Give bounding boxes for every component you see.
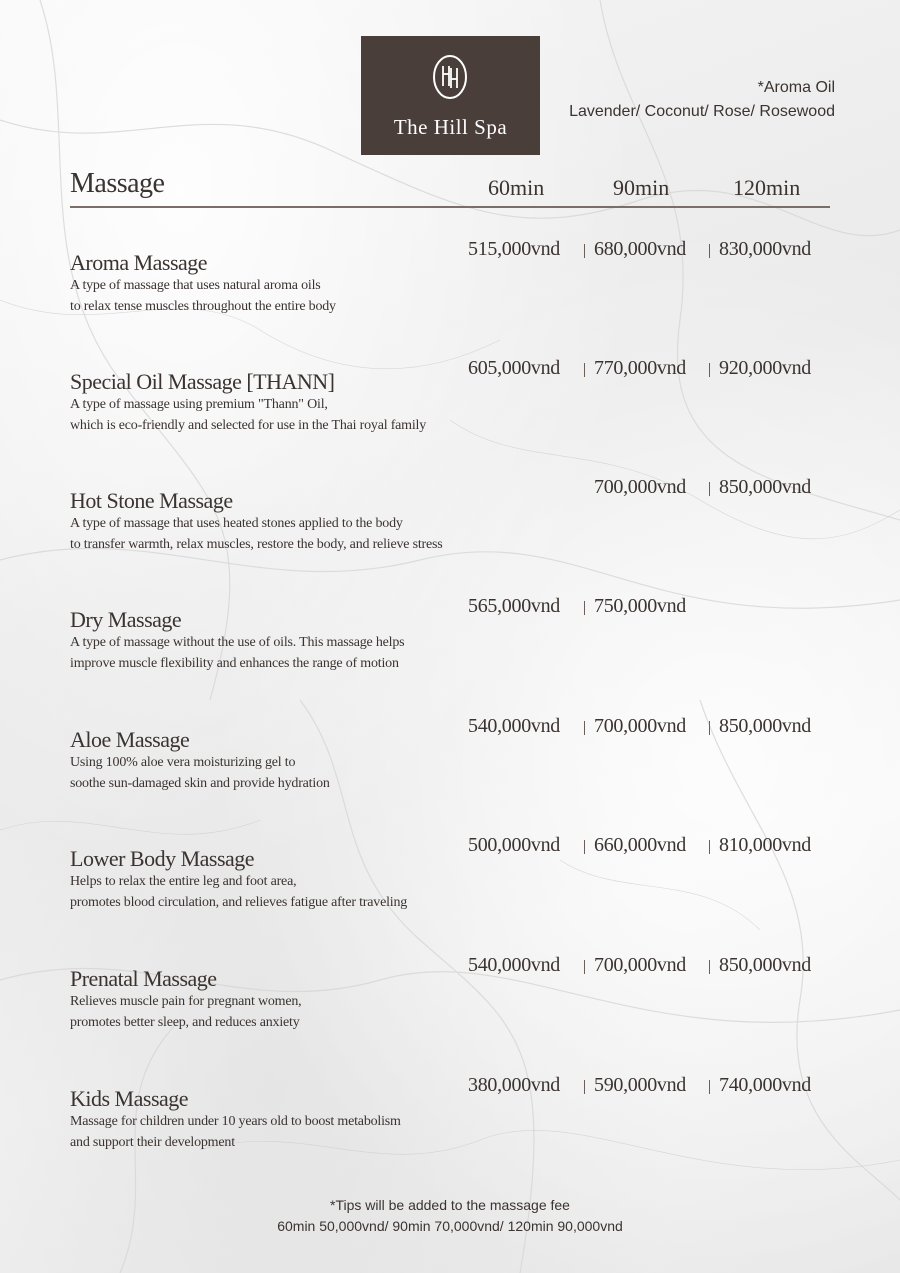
price-separator [709,840,710,854]
price-60min: 515,000vnd [468,238,561,260]
item-description [70,513,442,555]
item-description [70,394,426,436]
price-90min: 770,000vnd [594,357,687,379]
price-120min: 850,000vnd [719,954,812,976]
tips-note: *Tips will be added to the massage fee [330,1197,570,1213]
hh-monogram-icon [432,54,468,100]
spa-logo [361,36,540,155]
menu-item-lower-body-massage [70,834,830,936]
item-title: Special Oil Massage [THANN] [70,369,335,394]
desc-line: A type of massage without the use of oils. This massage helps [70,635,405,650]
price-separator [709,721,710,735]
price-90min: 660,000vnd [594,834,687,856]
duration-header-90: 90min [613,175,670,200]
price-120min: 850,000vnd [719,476,812,498]
desc-line: Relieves muscle pain for pregnant women, [70,994,302,1009]
price-separator [709,960,710,974]
item-title: Prenatal Massage [70,966,217,991]
duration-header-60: 60min [488,175,545,200]
price-separator [709,244,710,258]
aroma-oil-title: *Aroma Oil [757,79,835,96]
item-title: Lower Body Massage [70,846,255,871]
price-120min: 830,000vnd [719,238,812,260]
menu-item-aloe-massage [70,715,830,817]
price-60min: 540,000vnd [468,715,561,737]
item-title: Kids Massage [70,1086,189,1111]
price-90min: 750,000vnd [594,595,687,617]
price-60min: 540,000vnd [468,954,561,976]
menu-item-hot-stone-massage [70,476,830,578]
price-90min: 700,000vnd [594,715,687,737]
menu-item-dry-massage [70,595,830,697]
desc-line: A type of massage using premium "Thann" Oil, [70,397,328,412]
menu-item-kids-massage [70,1074,830,1176]
price-90min: 700,000vnd [594,476,687,498]
item-description [70,991,301,1033]
desc-line: to relax tense muscles throughout the entire body [70,299,336,314]
price-separator [584,721,585,735]
price-separator [584,244,585,258]
item-title: Hot Stone Massage [70,488,233,513]
duration-header-120: 120min [733,175,801,200]
desc-line: Helps to relax the entire leg and foot area, [70,874,297,889]
price-separator [709,363,710,377]
desc-line: soothe sun-damaged skin and provide hydration [70,776,330,791]
item-title: Aroma Massage [70,250,208,275]
price-separator [584,960,585,974]
desc-line: A type of massage that uses natural aroma oils [70,278,321,293]
desc-line: A type of massage that uses heated stones applied to the body [70,516,403,531]
price-120min: 740,000vnd [719,1074,812,1096]
item-title: Aloe Massage [70,727,190,752]
price-separator [584,363,585,377]
aroma-oil-note [569,76,835,124]
brand-name: The Hill Spa [393,115,508,139]
price-60min: 380,000vnd [468,1074,561,1096]
desc-line: promotes blood circulation, and relieves fatigue after traveling [70,895,408,910]
item-description [70,871,407,913]
desc-line: improve muscle flexibility and enhances the range of motion [70,656,399,671]
price-120min: 810,000vnd [719,834,812,856]
price-90min: 700,000vnd [594,954,687,976]
desc-line: and support their development [70,1135,235,1150]
price-separator [584,1080,585,1094]
item-description [70,752,330,794]
menu-item-aroma-massage [70,238,830,340]
price-90min: 680,000vnd [594,238,687,260]
section-title: Massage [70,168,165,199]
item-title: Dry Massage [70,607,182,632]
desc-line: which is eco-friendly and selected for use in the Thai royal family [70,418,427,433]
price-separator [584,601,585,615]
desc-line: Using 100% aloe vera moisturizing gel to [70,755,296,770]
menu-item-prenatal-massage [70,954,830,1056]
item-description [70,1111,401,1153]
item-description [70,275,336,317]
desc-line: to transfer warmth, relax muscles, restore the body, and relieve stress [70,537,443,552]
price-60min: 565,000vnd [468,595,561,617]
item-description [70,632,404,674]
price-120min: 920,000vnd [719,357,812,379]
price-separator [709,482,710,496]
price-60min: 500,000vnd [468,834,561,856]
price-90min: 590,000vnd [594,1074,687,1096]
price-separator [584,840,585,854]
price-120min: 850,000vnd [719,715,812,737]
price-60min: 605,000vnd [468,357,561,379]
menu-item-special-oil-massage [70,357,830,459]
price-separator [709,1080,710,1094]
aroma-oil-options: Lavender/ Coconut/ Rose/ Rosewood [569,103,835,120]
desc-line: Massage for children under 10 years old to boost metabolism [70,1114,401,1129]
header-divider [70,206,830,208]
desc-line: promotes better sleep, and reduces anxiety [70,1015,300,1030]
tips-amounts: 60min 50,000vnd/ 90min 70,000vnd/ 120min 90,000vnd [277,1218,623,1234]
